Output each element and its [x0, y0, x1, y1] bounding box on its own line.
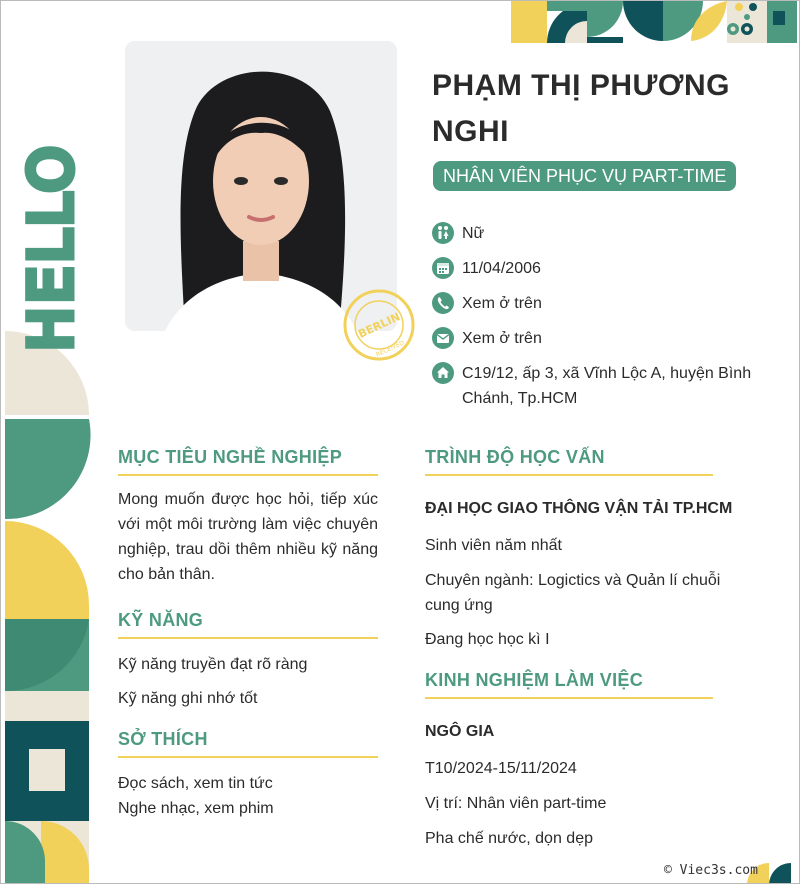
company-name: NGÔ GIA [425, 723, 495, 740]
info-gender [432, 221, 762, 246]
calendar-icon [432, 257, 454, 279]
svg-text:BERLIN: BERLIN [356, 310, 403, 341]
info-dob [432, 256, 762, 281]
school-name: ĐẠI HỌC GIAO THÔNG VẬN TẢI TP.HCM [425, 500, 733, 517]
skill-item: Kỹ năng ghi nhớ tốt [118, 690, 258, 707]
hobby-item: Đọc sách, xem tin tức [118, 775, 273, 792]
personal-info [432, 221, 762, 421]
home-icon [432, 362, 454, 384]
education-line: Đang học học kì I [425, 631, 550, 648]
position-badge: NHÂN VIÊN PHỤC VỤ PART-TIME [433, 161, 736, 191]
experience-line: Vị trí: Nhân viên part-time [425, 795, 607, 812]
phone-icon [432, 292, 454, 314]
info-address [432, 361, 762, 411]
hello-vertical-text [3, 41, 93, 361]
education-line: Sinh viên năm nhất [425, 537, 562, 554]
dob-value: 11/04/2006 [462, 260, 541, 277]
education-line: Chuyên ngành: Logictics và Quản lí chuỗi cung ứng [425, 572, 721, 614]
objective-text: Mong muốn được học hỏi, tiếp xúc với một môi trường làm việc chuyên nghiệp, trau dồi thêm nhiều kỹ năng cho bản thân. [118, 491, 378, 583]
mail-icon [432, 327, 454, 349]
skill-item: Kỹ năng truyền đạt rõ ràng [118, 656, 308, 673]
email-value: Xem ở trên [462, 330, 542, 347]
info-email [432, 326, 762, 351]
svg-text:HELLO: HELLO [17, 142, 85, 351]
objective-heading: MỤC TIÊU NGHỀ NGHIỆP [118, 447, 378, 476]
phone-value: Xem ở trên [462, 295, 542, 312]
education-heading: TRÌNH ĐỘ HỌC VẤN [425, 447, 713, 476]
experience-heading: KINH NGHIỆM LÀM VIỆC [425, 670, 713, 699]
gender-icon [432, 222, 454, 244]
top-right-decor [511, 1, 800, 43]
svg-text:RECEIVED: RECEIVED [375, 339, 406, 359]
gender-value: Nữ [462, 225, 485, 242]
berlin-stamp [341, 287, 417, 363]
hobbies-heading: SỞ THÍCH [118, 729, 378, 758]
candidate-name: PHẠM THỊ PHƯƠNG NGHI [432, 69, 730, 148]
info-phone [432, 291, 762, 316]
experience-line: Pha chế nước, dọn dẹp [425, 830, 593, 847]
experience-line: T10/2024-15/11/2024 [425, 760, 577, 777]
address-value: C19/12, ấp 3, xã Vĩnh Lộc A, huyện Bình Chánh, Tp.HCM [462, 365, 752, 407]
watermark: © Viec3s.com [664, 863, 758, 878]
skills-heading: KỸ NĂNG [118, 610, 378, 639]
hobby-item: Nghe nhạc, xem phim [118, 800, 274, 817]
